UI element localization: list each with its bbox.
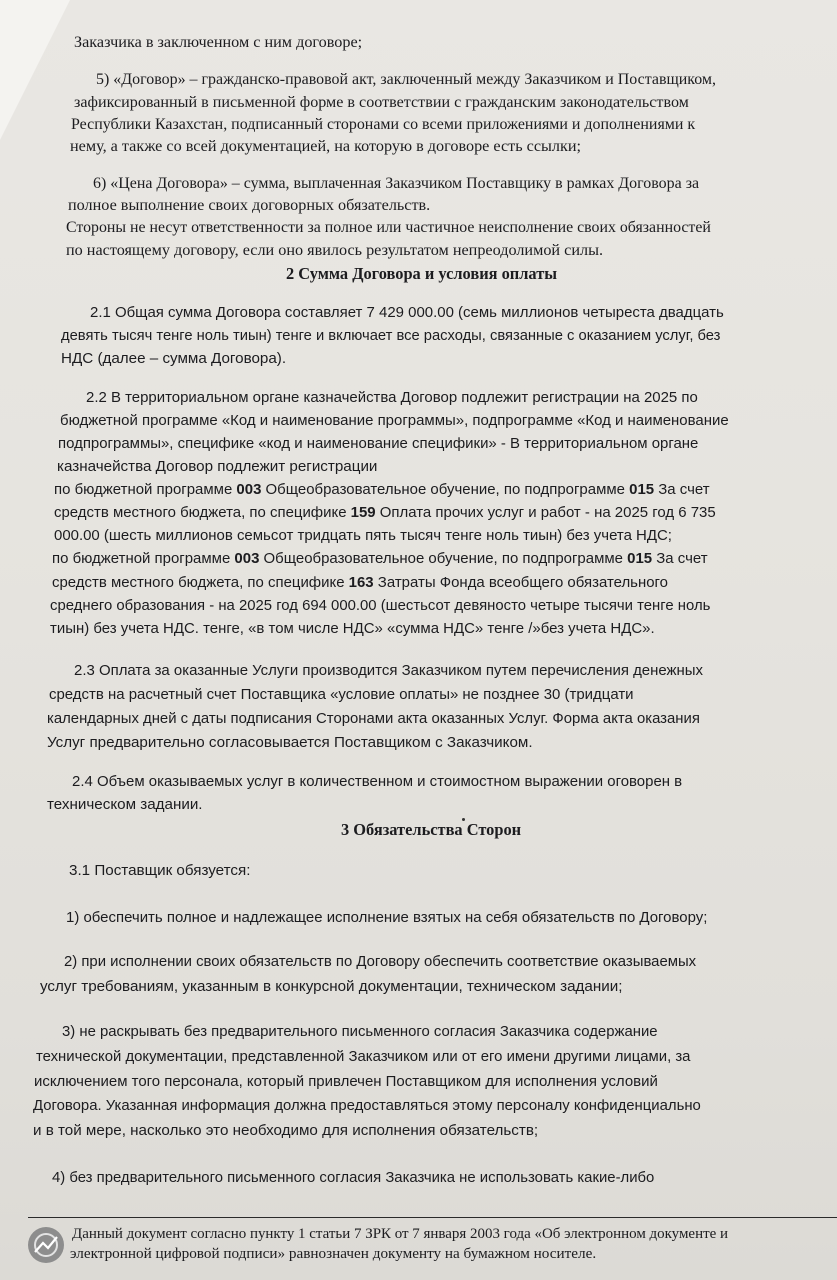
doc-text: Затраты Фонда всеобщего обязательного xyxy=(373,574,669,591)
doc-line: 3) не раскрывать без предварительного письменного согласия Заказчика содержание xyxy=(62,1023,658,1040)
doc-text: За счет xyxy=(654,481,710,498)
doc-line xyxy=(54,503,716,523)
doc-line: средств на расчетный счет Поставщика «условие оплаты» не позднее 30 (тридцати xyxy=(49,686,634,703)
doc-line: 5) «Договор» – гражданско-правовой акт, заключенный между Заказчиком и Поставщиком, xyxy=(96,70,716,88)
doc-line: исключением того персонала, который привлечен Поставщиком для исполнения условий xyxy=(34,1073,658,1090)
doc-line: тиын) без учета НДС. тенге, «в том числе НДС» «сумма НДС» тенге /»без учета НДС». xyxy=(50,620,655,637)
program-code: 003 xyxy=(234,550,260,567)
doc-text: Общеобразовательное обучение, по подпрограмме xyxy=(261,481,630,498)
doc-text: средств местного бюджета, по специфике xyxy=(54,504,351,521)
doc-line: казначейства Договор подлежит регистрации xyxy=(57,458,378,475)
subprogram-code: 015 xyxy=(627,550,653,567)
doc-line: 2.3 Оплата за оказанные Услуги производится Заказчиком путем перечисления денежных xyxy=(74,662,704,679)
doc-line: подпрограммы», специфике «код и наименование специфики» - В территориальном органе xyxy=(58,435,699,452)
doc-line: 2) при исполнении своих обязательств по Договору обеспечить соответствие оказываемых xyxy=(64,953,697,970)
doc-line: девять тысяч тенге ноль тиын) тенге и включает все расходы, связанные с оказанием услуг, без xyxy=(61,327,721,344)
doc-line: 2.1 Общая сумма Договора составляет 7 429 000.00 (семь миллионов четыреста двадцать xyxy=(90,304,724,321)
doc-line: 3.1 Поставщик обязуется: xyxy=(69,862,251,879)
footer-text: электронной цифровой подписи» равнозначен документу на бумажном носителе. xyxy=(70,1245,597,1262)
doc-line xyxy=(52,549,708,569)
doc-line: Услуг предварительно согласовывается Поставщиком с Заказчиком. xyxy=(47,734,533,751)
doc-line: 000.00 (шесть миллионов семьсот тридцать пять тысяч тенге ноль тиын) без учета НДС; xyxy=(54,527,672,544)
doc-line: по настоящему договору, если оно явилось результатом непреодолимой силы. xyxy=(66,241,603,259)
doc-text: Оплата прочих услуг и работ - на 2025 год 6 735 xyxy=(375,504,716,521)
doc-line: услуг требованиям, указанным в конкурсной документации, техническом задании; xyxy=(40,978,623,995)
doc-line: зафиксированный в письменной форме в соответствии с гражданским законодательством xyxy=(74,93,689,111)
specific-code: 163 xyxy=(348,574,374,591)
doc-line: нему, а также со всей документацией, на которую в договоре есть ссылки; xyxy=(70,137,582,155)
doc-line: Республики Казахстан, подписанный сторонами со всеми приложениями и дополнениями к xyxy=(71,115,696,133)
doc-line: Договора. Указанная информация должна предоставляться этому персоналу конфиденциально xyxy=(33,1097,701,1114)
e-signature-stamp-icon xyxy=(26,1225,66,1265)
doc-line: бюджетной программе «Код и наименование программы», подпрограмме «Код и наименование xyxy=(60,412,729,429)
doc-line: среднего образования - на 2025 год 694 000.00 (шестьсот девяносто четыре тысячи тенге ноль xyxy=(50,597,711,614)
doc-line: и в той мере, насколько это необходимо для исполнения обязательств; xyxy=(33,1122,539,1139)
doc-line xyxy=(54,480,710,500)
doc-line: технической документации, представленной Заказчиком или от его имени другими лицами, за xyxy=(36,1048,691,1065)
doc-line: техническом задании. xyxy=(47,796,203,813)
page-fold xyxy=(0,0,70,140)
doc-line: календарных дней с даты подписания Сторонами акта оказанных Услуг. Форма акта оказания xyxy=(47,710,700,727)
doc-line: 2.4 Объем оказываемых услуг в количественном и стоимостном выражении оговорен в xyxy=(72,773,683,790)
doc-line: 6) «Цена Договора» – сумма, выплаченная Заказчиком Поставщику в рамках Договора за xyxy=(93,174,700,192)
subprogram-code: 015 xyxy=(629,481,655,498)
doc-line xyxy=(52,573,668,593)
doc-text: по бюджетной программе xyxy=(54,481,237,498)
section-heading: 2 Сумма Договора и условия оплаты xyxy=(286,264,558,283)
program-code: 003 xyxy=(236,481,262,498)
doc-text: За счет xyxy=(652,550,708,567)
doc-text: средств местного бюджета, по специфике xyxy=(52,574,349,591)
footer-text: Данный документ согласно пункту 1 статьи 7 ЗРК от 7 января 2003 года «Об электронном документе и xyxy=(72,1225,729,1242)
footer-divider xyxy=(28,1217,837,1218)
doc-line: НДС (далее – сумма Договора). xyxy=(61,350,287,367)
doc-line: 2.2 В территориальном органе казначейства Договор подлежит регистрации на 2025 по xyxy=(86,389,698,406)
doc-text: по бюджетной программе xyxy=(52,550,235,567)
specific-code: 159 xyxy=(350,504,376,521)
doc-line: 1) обеспечить полное и надлежащее исполнение взятых на себя обязательств по Договору; xyxy=(66,909,708,926)
doc-line: Заказчика в заключенном с ним договоре; xyxy=(74,33,363,51)
section-heading: 3 Обязательства Сторон xyxy=(341,820,522,839)
doc-line: 4) без предварительного письменного согласия Заказчика не использовать какие-либо xyxy=(52,1169,655,1186)
doc-line: полное выполнение своих договорных обязательств. xyxy=(68,196,431,214)
doc-text: Общеобразовательное обучение, по подпрограмме xyxy=(259,550,628,567)
doc-line: Стороны не несут ответственности за полное или частичное неисполнение своих обязанностей xyxy=(66,218,711,236)
